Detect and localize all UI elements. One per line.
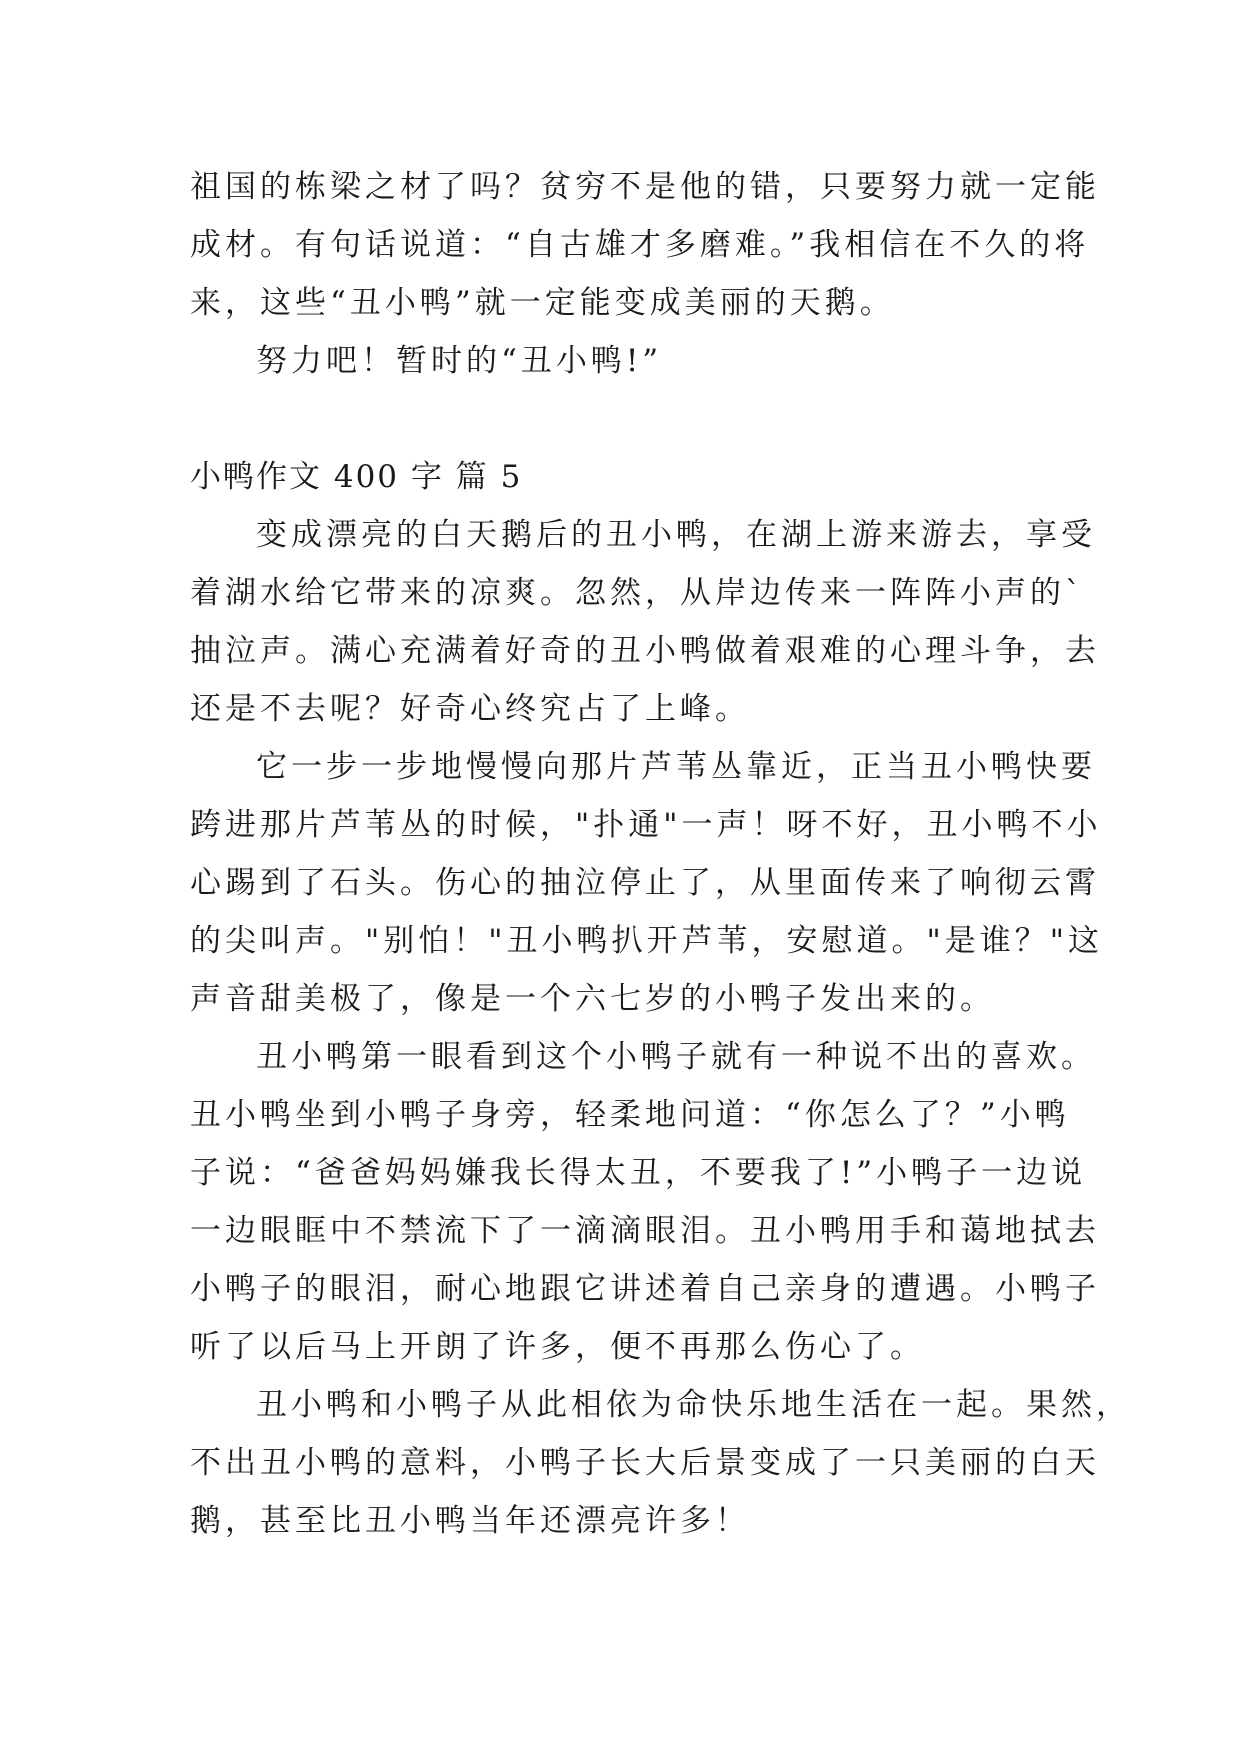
text-line: 小鸭子的眼泪，耐心地跟它讲述着自己亲身的遭遇。小鸭子 bbox=[190, 1271, 1100, 1307]
document-page bbox=[190, 158, 1131, 1550]
text-line: 着湖水给它带来的凉爽。忽然，从岸边传来一阵阵小声的` bbox=[190, 575, 1085, 611]
text-line: 的尖叫声。"别怕！"丑小鸭扒开芦苇，安慰道。"是谁？"这 bbox=[190, 923, 1104, 959]
text-line: 听了以后马上开朗了许多，便不再那么伤心了。 bbox=[190, 1329, 925, 1365]
text-line: 丑小鸭坐到小鸭子身旁，轻柔地问道：“你怎么了？”小鸭 bbox=[190, 1097, 1070, 1133]
text-line: 鹅，甚至比丑小鸭当年还漂亮许多！ bbox=[190, 1503, 750, 1539]
text-line: 成材。有句话说道：“自古雄才多磨难。”我相信在不久的将 bbox=[190, 227, 1090, 263]
text-line: 子说：“爸爸妈妈嫌我长得太丑，不要我了!”小鸭子一边说 bbox=[190, 1155, 1087, 1191]
text-line: 一边眼眶中不禁流下了一滴滴眼泪。丑小鸭用手和蔼地拭去 bbox=[190, 1213, 1100, 1249]
text-line: 变成漂亮的白天鹅后的丑小鸭，在湖上游来游去，享受 bbox=[256, 517, 1096, 553]
text-line: 还是不去呢？好奇心终究占了上峰。 bbox=[190, 691, 750, 727]
text-line: 不出丑小鸭的意料，小鸭子长大后景变成了一只美丽的白天 bbox=[190, 1445, 1100, 1481]
text-line: 声音甜美极了，像是一个六七岁的小鸭子发出来的。 bbox=[190, 981, 995, 1017]
text-line: 心踢到了石头。伤心的抽泣停止了，从里面传来了响彻云霄 bbox=[190, 865, 1100, 901]
text-line: 来，这些“丑小鸭”就一定能变成美丽的天鹅。 bbox=[190, 285, 895, 321]
spacer bbox=[190, 390, 1070, 448]
text-line: 丑小鸭和小鸭子从此相依为命快乐地生活在一起。果然， bbox=[256, 1387, 1131, 1423]
text-line: 丑小鸭第一眼看到这个小鸭子就有一种说不出的喜欢。 bbox=[256, 1039, 1096, 1075]
text-line: 抽泣声。满心充满着好奇的丑小鸭做着艰难的心理斗争，去 bbox=[190, 633, 1100, 669]
text-line: 祖国的栋梁之材了吗？贫穷不是他的错，只要努力就一定能 bbox=[190, 169, 1100, 205]
text-line: 跨进那片芦苇丛的时候，"扑通"一声！呀不好，丑小鸭不小 bbox=[190, 807, 1102, 843]
text-line: 它一步一步地慢慢向那片芦苇丛靠近，正当丑小鸭快要 bbox=[256, 749, 1096, 785]
closing-line: 努力吧！暂时的“丑小鸭!” bbox=[256, 343, 663, 379]
section-heading: 小鸭作文 400 字 篇 5 bbox=[190, 459, 523, 495]
